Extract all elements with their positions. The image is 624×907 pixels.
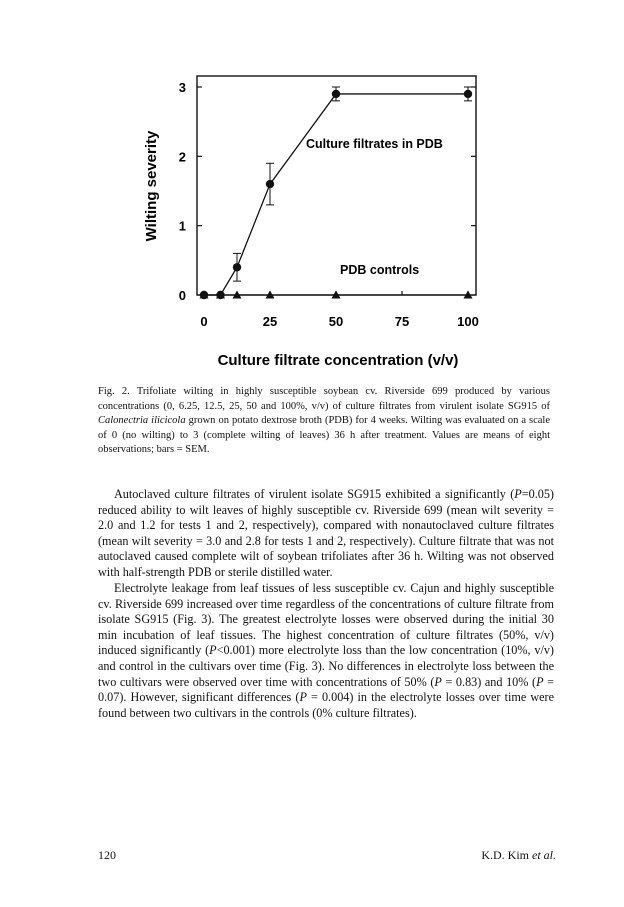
para1-p: P	[514, 487, 522, 501]
x-tick-label: 0	[200, 314, 208, 329]
x-axis-ticks	[200, 291, 478, 329]
caption-species: Calonectria ilicicola	[98, 415, 186, 426]
para2-b: <0.001) more electrolyte loss than the low concentration (10%, v/v) and control in the cultivars over time (Fig. 3). No differences in electrolyte loss between the two cultivars were observed over time with concentrations of 50% (	[98, 643, 554, 689]
data-point-filtrates	[266, 180, 274, 188]
body-paragraph-1	[98, 487, 554, 581]
author-name: K.D. Kim	[481, 848, 532, 862]
y-tick-label: 3	[178, 80, 186, 95]
page-number: 120	[98, 848, 116, 862]
x-tick-label: 50	[328, 314, 344, 329]
x-tick-label: 25	[262, 314, 278, 329]
x-tick-label: 100	[457, 314, 479, 329]
series-layer	[200, 87, 473, 299]
para1-a: Autoclaved culture filtrates of virulent isolate SG915 exhibited a significantly (	[114, 487, 515, 501]
author-etal: et al.	[532, 848, 556, 862]
y-axis-label: Wilting severity	[143, 130, 160, 242]
para2-d: = 0.07). However, significant differences (	[98, 674, 554, 705]
series-line-filtrates	[204, 94, 468, 295]
figure-caption	[98, 385, 550, 458]
series-label-filtrates: Culture filtrates in PDB	[306, 137, 443, 151]
para2-p3: P	[536, 674, 544, 689]
data-point-filtrates	[233, 263, 241, 271]
body-paragraph-2	[98, 581, 554, 721]
y-tick-label: 2	[178, 149, 186, 165]
para2-a: Electrolyte leakage from leaf tissues of less susceptible cv. Cajun and highly susceptible cv. Riverside 699 increased over time regardless of the concentrations of culture filtrate from isolate SG915 (Fig. 3). The greatest electrolyte losses were observed during the initial 30 min incubation of leaf tissues. The highest concentration of culture filtrates (50%, v/v) induced significantly (	[98, 581, 554, 658]
data-point-filtrates	[464, 90, 472, 98]
para2-c: = 0.83) and 10% (	[441, 674, 537, 689]
para1-b: =0.05) reduced ability to wilt leaves of highly susceptible cv. Riverside 699 (mean wilt severity = 2.0 and 1.2 for tests 1 and 2, respectively), compared with nonautoclaved culture filtrates (mean wilt severity = 3.0 and 2.8 for tests 1 and 2, respectively). Culture filtrate that was not autoclaved caused complete wilt of soybean trifoliates after 36 h. Wilting was not observed with half-strength PDB or sterile distilled water.	[98, 487, 554, 579]
data-point-filtrates	[332, 90, 340, 98]
para2-p4: P	[299, 690, 307, 705]
y-tick-label: 1	[178, 218, 186, 234]
para2-p1: P	[209, 643, 217, 658]
caption-text-2: grown on potato dextrose broth (PDB) for 4 weeks. Wilting was evaluated on a scale of 0 (no wilting) to 3 (complete wilting of leaves) 36 h after treatment. Values are means of eight observations; bars = SEM.	[98, 415, 550, 455]
x-tick-label: 75	[394, 314, 410, 329]
series-label-controls: PDB controls	[340, 263, 420, 277]
para2-p2: P	[434, 674, 442, 689]
y-axis-ticks	[179, 80, 476, 303]
running-author	[481, 848, 556, 863]
y-tick-label: 0	[178, 288, 186, 303]
caption-text-1: Trifoliate wilting in highly susceptible soybean cv. Riverside 699 produced by various concentrations (0, 6.25, 12.5, 25, 50 and 100%, v/v) of culture filtrates from virulent isolate SG915 of	[98, 386, 550, 412]
caption-lead: Fig. 2.	[98, 386, 130, 397]
figure-2-chart	[120, 60, 520, 380]
para2-e: = 0.004) in the electrolyte losses over time were found between two cultivars in the controls (0% culture filtrates).	[98, 690, 555, 720]
x-axis-label: Culture filtrate concentration (v/v)	[217, 352, 459, 369]
